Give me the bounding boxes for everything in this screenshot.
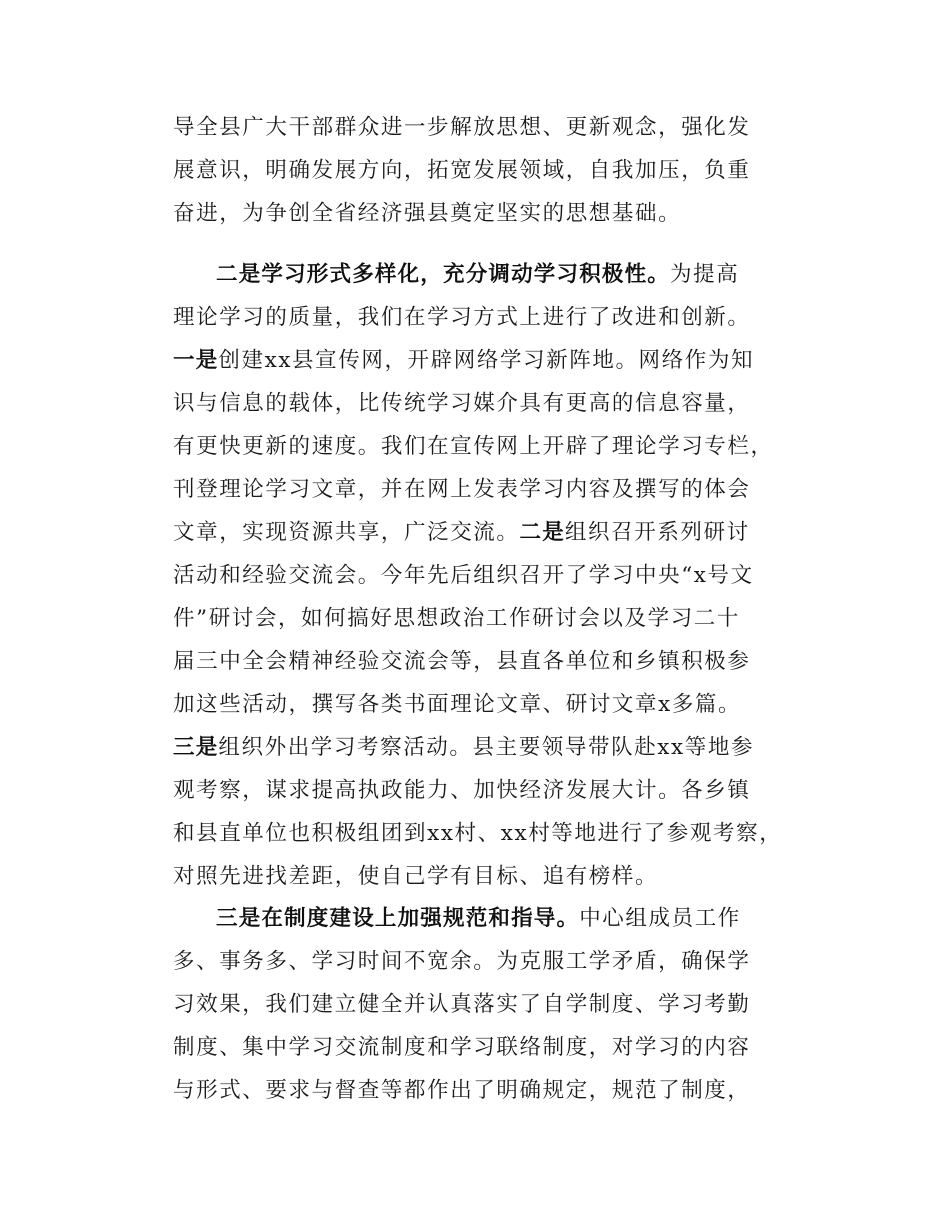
text-line: 奋进，为争创全省经济强县奠定坚实的思想基础。 xyxy=(173,201,682,226)
text-line: 习效果，我们建立健全并认真落实了自学制度、学习考勤 xyxy=(173,992,751,1017)
text-line: 识与信息的载体，比传统学习媒介具有更高的信息容量， xyxy=(173,391,751,416)
text-line: 活动和经验交流会。今年先后组织召开了学习中央“x号文 xyxy=(173,563,754,588)
text-line xyxy=(173,339,833,382)
text-line: 刊登理论学习文章，并在网上发表学习内容及撰写的体会 xyxy=(173,477,751,502)
text-line: 和县直单位也积极组团到xx村、xx村等地进行了参观考察， xyxy=(173,821,783,846)
paragraph-2 xyxy=(173,253,833,898)
text-run: 中心组成员工作 xyxy=(579,906,741,931)
text-run: 为提高 xyxy=(670,262,740,287)
text-run: 组织召开系列研讨 xyxy=(564,520,750,545)
text-line xyxy=(173,253,833,296)
text-run: 组织外出学习考察活动。县主要领导带队赴xx等地参 xyxy=(218,735,755,760)
text-line: 理论学习的质量，我们在学习方式上进行了改进和创新。 xyxy=(173,305,751,330)
text-line xyxy=(173,726,833,769)
text-line xyxy=(173,897,833,940)
section-heading: 三是在制度建设上加强规范和指导。 xyxy=(216,906,580,931)
text-line: 件”研讨会，如何搞好思想政治工作研讨会以及学习二十 xyxy=(173,606,740,631)
text-line: 制度、集中学习交流制度和学习联络制度，对学习的内容 xyxy=(173,1035,751,1060)
text-line: 导全县广大干部群众进一步解放思想、更新观念，强化发 xyxy=(173,115,751,140)
item-marker: 二是 xyxy=(519,520,565,545)
paragraph-3 xyxy=(173,897,833,1112)
text-line: 加这些活动，撰写各类书面理论文章、研讨文章x多篇。 xyxy=(173,692,742,717)
item-marker: 一是 xyxy=(173,348,219,373)
paragraph-1 xyxy=(173,106,833,235)
text-line: 对照先进找差距，使自己学有目标、追有榜样。 xyxy=(173,864,659,889)
text-line: 与形式、要求与督查等都作出了明确规定，规范了制度， xyxy=(173,1078,751,1103)
text-run: 文章，实现资源共享，广泛交流。 xyxy=(173,520,520,545)
section-heading: 二是学习形式多样化，充分调动学习积极性。 xyxy=(216,262,671,287)
text-run: 创建xx县宣传网，开辟网络学习新阵地。网络作为知 xyxy=(218,348,755,373)
text-line xyxy=(173,511,833,554)
text-line: 有更快更新的速度。我们在宣传网上开辟了理论学习专栏， xyxy=(173,434,774,459)
text-line: 展意识，明确发展方向，拓宽发展领域，自我加压，负重 xyxy=(173,158,751,183)
item-marker: 三是 xyxy=(173,735,219,760)
text-line: 届三中全会精神经验交流会等，县直各单位和乡镇积极参 xyxy=(173,649,751,674)
text-line: 观考察，谋求提高执政能力、加快经济发展大计。各乡镇 xyxy=(173,778,751,803)
text-line: 多、事务多、学习时间不宽余。为克服工学矛盾，确保学 xyxy=(173,949,751,974)
